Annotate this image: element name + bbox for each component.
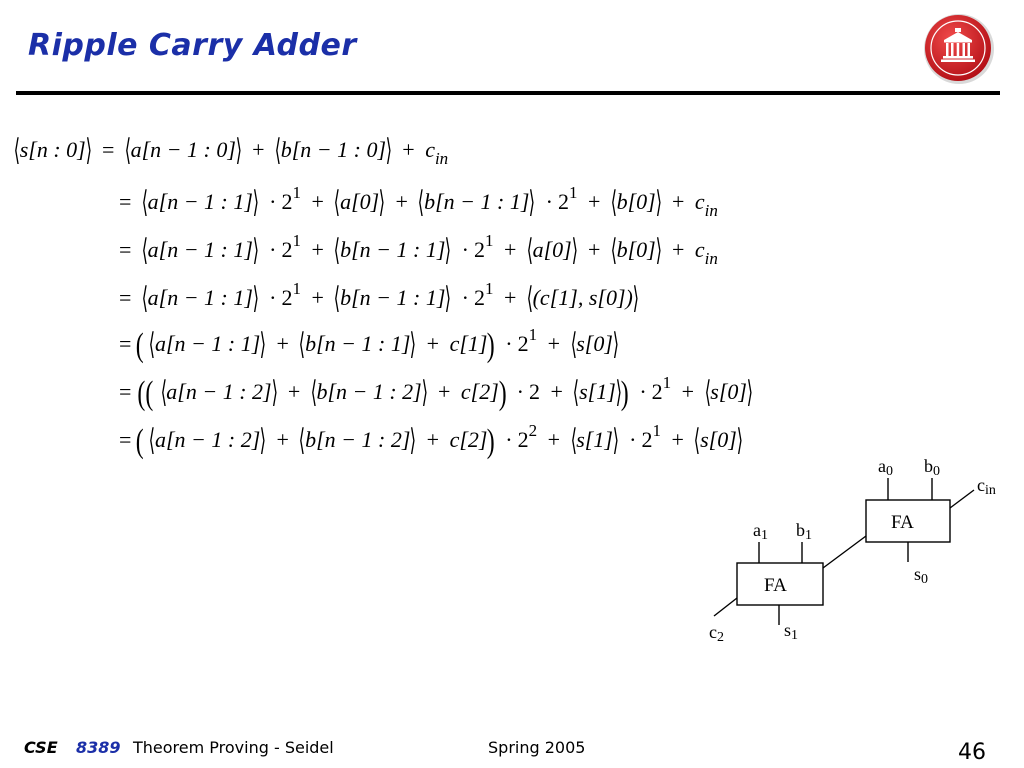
footer-dept: CSE [24, 738, 58, 757]
term: 2 [517, 331, 529, 356]
svg-text:s1 [784, 620, 798, 643]
term: s[1] [579, 379, 616, 404]
svg-text:b0 [924, 456, 940, 479]
subscript: in [434, 149, 449, 168]
label-a0: a [878, 456, 886, 476]
term: b[n − 1 : 1] [340, 285, 446, 310]
term: (c[1], s[0]) [532, 285, 633, 310]
superscript: 1 [484, 279, 494, 298]
term: b[0] [616, 189, 656, 214]
term: a[n − 1 : 2] [154, 427, 261, 452]
footer-course-number: 8389 [76, 738, 121, 757]
term: a[n − 1 : 1] [154, 331, 261, 356]
term: c[2] [460, 379, 499, 404]
term: 2 [473, 285, 485, 310]
svg-text:a0 [878, 456, 893, 479]
term: b[n − 1 : 1] [305, 331, 411, 356]
term: c [694, 237, 705, 262]
equation-line-3: = ⟨a[n − 1 : 1]⟩ · $2^1$ + ⟨b[n − 1 : 1]⟩ · $2^1$ + ⟨a[0]⟩ + ⟨b[0]⟩ + $c_{in}$ [119, 231, 718, 268]
term: b[n − 1 : 1] [424, 189, 530, 214]
fa0-label: FA [891, 512, 914, 533]
term: a[n − 1 : 2] [166, 379, 272, 404]
term: a[0] [532, 237, 572, 262]
page-number: 46 [958, 740, 986, 765]
superscript: 1 [484, 231, 494, 250]
label-a0-sub: 0 [886, 464, 893, 479]
svg-text:cin [977, 475, 996, 498]
term: b[0] [616, 237, 656, 262]
term: 2 [528, 379, 540, 404]
term: s[0] [576, 331, 613, 356]
term: a[n − 1 : 0] [130, 137, 236, 162]
label-cin: c [977, 475, 985, 495]
superscript: 1 [652, 421, 661, 440]
label-s0-sub: 0 [921, 572, 929, 587]
term: 2 [557, 189, 569, 214]
superscript: 1 [528, 325, 538, 344]
subscript: in [704, 201, 718, 220]
superscript: 1 [292, 183, 301, 202]
term: b[n − 1 : 2] [305, 427, 411, 452]
slide-title: Ripple Carry Adder [28, 28, 357, 63]
equation-line-2: = ⟨a[n − 1 : 1]⟩ · $2^1$ + ⟨a[0]⟩ + ⟨b[n − 1 : 1]⟩ · $2^1$ + ⟨b[0]⟩ + $c_{in}$ [119, 183, 718, 220]
label-b1-sub: 1 [805, 528, 812, 543]
term: c[2] [449, 427, 488, 452]
label-cin-sub: in [985, 483, 996, 498]
superscript: 1 [568, 183, 578, 202]
label-a1: a [753, 520, 761, 540]
term: a[n − 1 : 1] [147, 285, 253, 310]
term: c[1] [449, 331, 488, 356]
label-b1: b [796, 520, 805, 540]
label-c2: c [709, 622, 717, 642]
label-b0: b [924, 456, 933, 476]
equation-line-4: = ⟨a[n − 1 : 1]⟩ · $2^1$ + ⟨b[n − 1 : 1]⟩ · $2^1$ + ⟨(c[1], s[0])⟩ [119, 279, 639, 315]
term: b[n − 1 : 1] [340, 237, 446, 262]
label-s0: s [914, 564, 922, 584]
term: 2 [473, 237, 485, 262]
equation-line-7: = ( ⟨a[n − 1 : 2]⟩ + ⟨b[n − 1 : 2]⟩ + $c[2]) \cdot 2^2$ + ⟨s[1]⟩ · $2^1$ + ⟨s[0]⟩ [119, 421, 743, 460]
fa1-label: FA [764, 575, 787, 596]
term: c [694, 189, 705, 214]
term: c [425, 137, 435, 162]
term: 2 [281, 237, 293, 262]
equation-line-1: ⟨s[n : 0]⟩ = ⟨a[n − 1 : 0]⟩ + ⟨b[n − 1 : 0]⟩ + $c_{in}$ [13, 134, 449, 168]
term: s[0] [710, 379, 747, 404]
label-s1: s [784, 620, 792, 640]
label-a1-sub: 1 [761, 528, 768, 543]
term: b[n − 1 : 0] [280, 137, 387, 162]
term: a[n − 1 : 1] [147, 189, 253, 214]
footer-course-name: Theorem Proving - Seidel [133, 738, 334, 757]
wire-cin [950, 490, 974, 508]
term: a[0] [340, 189, 380, 214]
svg-text:a1 [753, 520, 768, 543]
equation-line-6: = (( ⟨a[n − 1 : 2]⟩ + ⟨b[n − 1 : 2]⟩ + c[2]) · 2 + ⟨s[1]⟩) · $2^1$ + ⟨s[0]⟩ [119, 373, 754, 412]
term: 2 [281, 285, 293, 310]
term: b[n − 1 : 2] [316, 379, 422, 404]
subscript: in [704, 249, 718, 268]
svg-text:b1 [796, 520, 812, 543]
equation-line-5: = ( ⟨a[n − 1 : 1]⟩ + ⟨b[n − 1 : 1]⟩ + $c[1]) \cdot 2^1$ + ⟨s[0]⟩ [119, 325, 620, 364]
term: s[n : 0] [19, 137, 86, 162]
term: s[1] [576, 427, 613, 452]
term: 2 [517, 427, 529, 452]
ripple-carry-diagram [690, 450, 1024, 660]
term: 2 [641, 427, 653, 452]
superscript: 2 [528, 421, 538, 440]
svg-text:c2 [709, 622, 724, 645]
term: 2 [281, 189, 293, 214]
label-c2-sub: 2 [717, 630, 724, 645]
wire-c1 [823, 536, 866, 568]
label-s1-sub: 1 [791, 628, 799, 643]
label-b0-sub: 0 [933, 464, 940, 479]
superscript: 1 [292, 279, 301, 298]
term: a[n − 1 : 1] [147, 237, 253, 262]
superscript: 1 [662, 373, 672, 392]
svg-text:s0 [914, 564, 928, 587]
superscript: 1 [292, 231, 301, 250]
wire-c2 [714, 598, 737, 616]
term: 2 [651, 379, 663, 404]
footer-term: Spring 2005 [488, 738, 586, 757]
term: s[0] [700, 427, 737, 452]
